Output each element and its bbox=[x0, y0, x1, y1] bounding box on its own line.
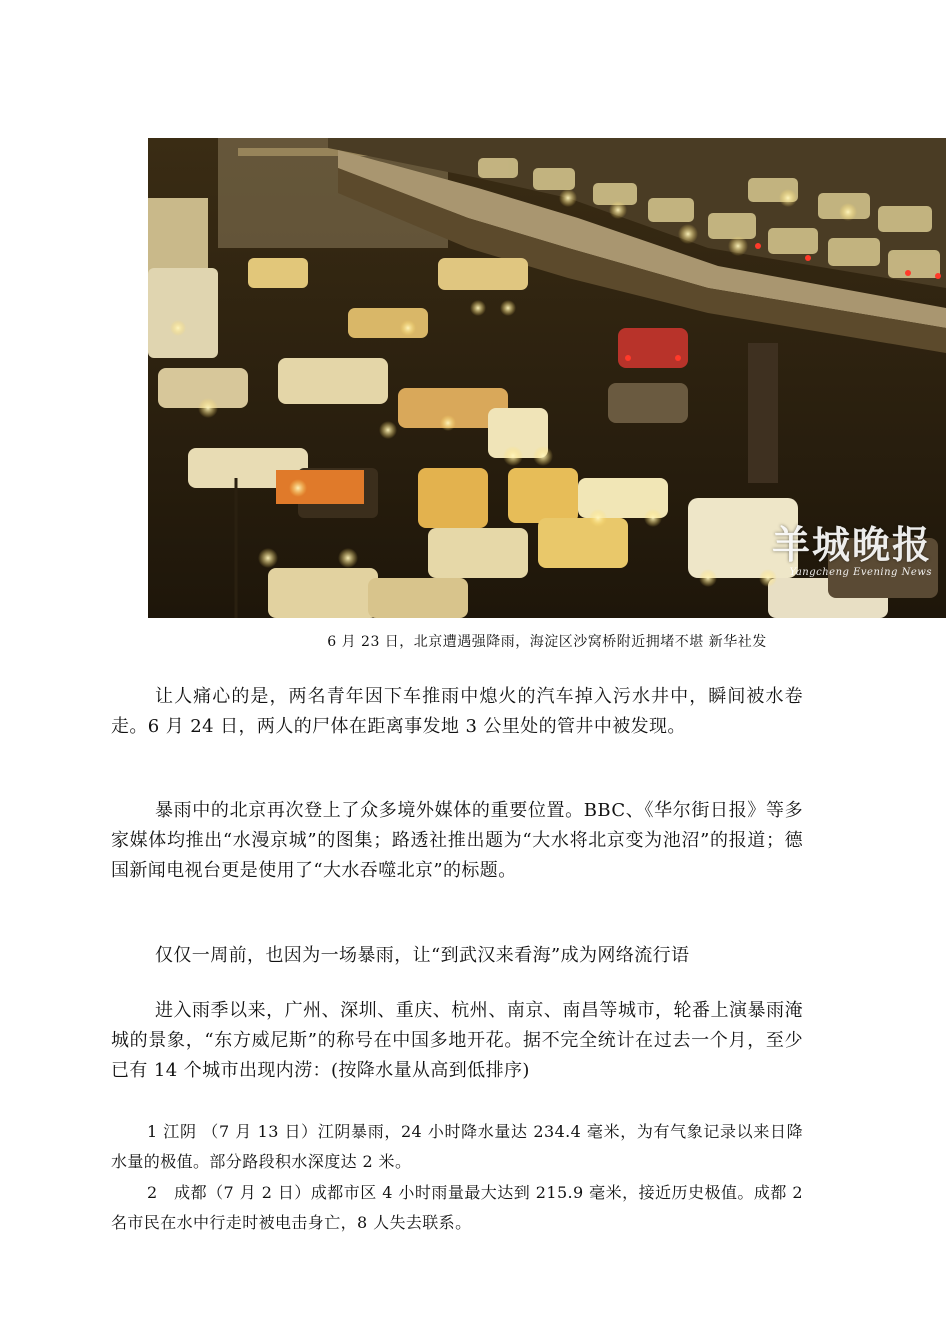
paragraph-4: 进入雨季以来，广州、深圳、重庆、杭州、南京、南昌等城市，轮番上演暴雨淹城的景象，“东方威尼斯”的称号在中国多地开花。据不完全统计在过去一个月，至少已有 14 个城市出现内涝：(按降水量从高到低排序) bbox=[111, 1000, 803, 1081]
list-item-1: 1 江阴 （7 月 13 日）江阴暴雨，24 小时降水量达 234.4 毫米，为有气象记录以来日降水量的极值。部分路段积水深度达 2 米。 bbox=[111, 1122, 803, 1171]
watermark-subtitle: Yangcheng Evening News bbox=[789, 567, 932, 578]
paragraph-3: 仅仅一周前，也因为一场暴雨，让“到武汉来看海”成为网络流行语 bbox=[155, 945, 690, 966]
news-photo bbox=[148, 138, 946, 618]
list-item-2: 2 成都（7 月 2 日）成都市区 4 小时雨量最大达到 215.9 毫米，接近历史极值。成都 2 名市民在水中行走时被电击身亡，8 人失去联系。 bbox=[111, 1183, 803, 1232]
paragraph-2: 暴雨中的北京再次登上了众多境外媒体的重要位置。BBC、《华尔街日报》等多家媒体均推出“水漫京城”的图集；路透社推出题为“大水将北京变为池沼”的报道；德国新闻电视台更是使用了“大水吞噬北京”的标题。 bbox=[111, 800, 803, 881]
photo-caption: 6 月 23 日，北京遭遇强降雨，海淀区沙窝桥附近拥堵不堪 新华社发 bbox=[327, 634, 767, 650]
paragraph-1: 让人痛心的是，两名青年因下车推雨中熄火的汽车掉入污水井中，瞬间被水卷走。6 月 24 日，两人的尸体在距离事发地 3 公里处的管井中被发现。 bbox=[111, 686, 803, 737]
watermark-logo-text: 羊城晚报 bbox=[771, 523, 932, 567]
newspaper-watermark bbox=[772, 525, 932, 578]
